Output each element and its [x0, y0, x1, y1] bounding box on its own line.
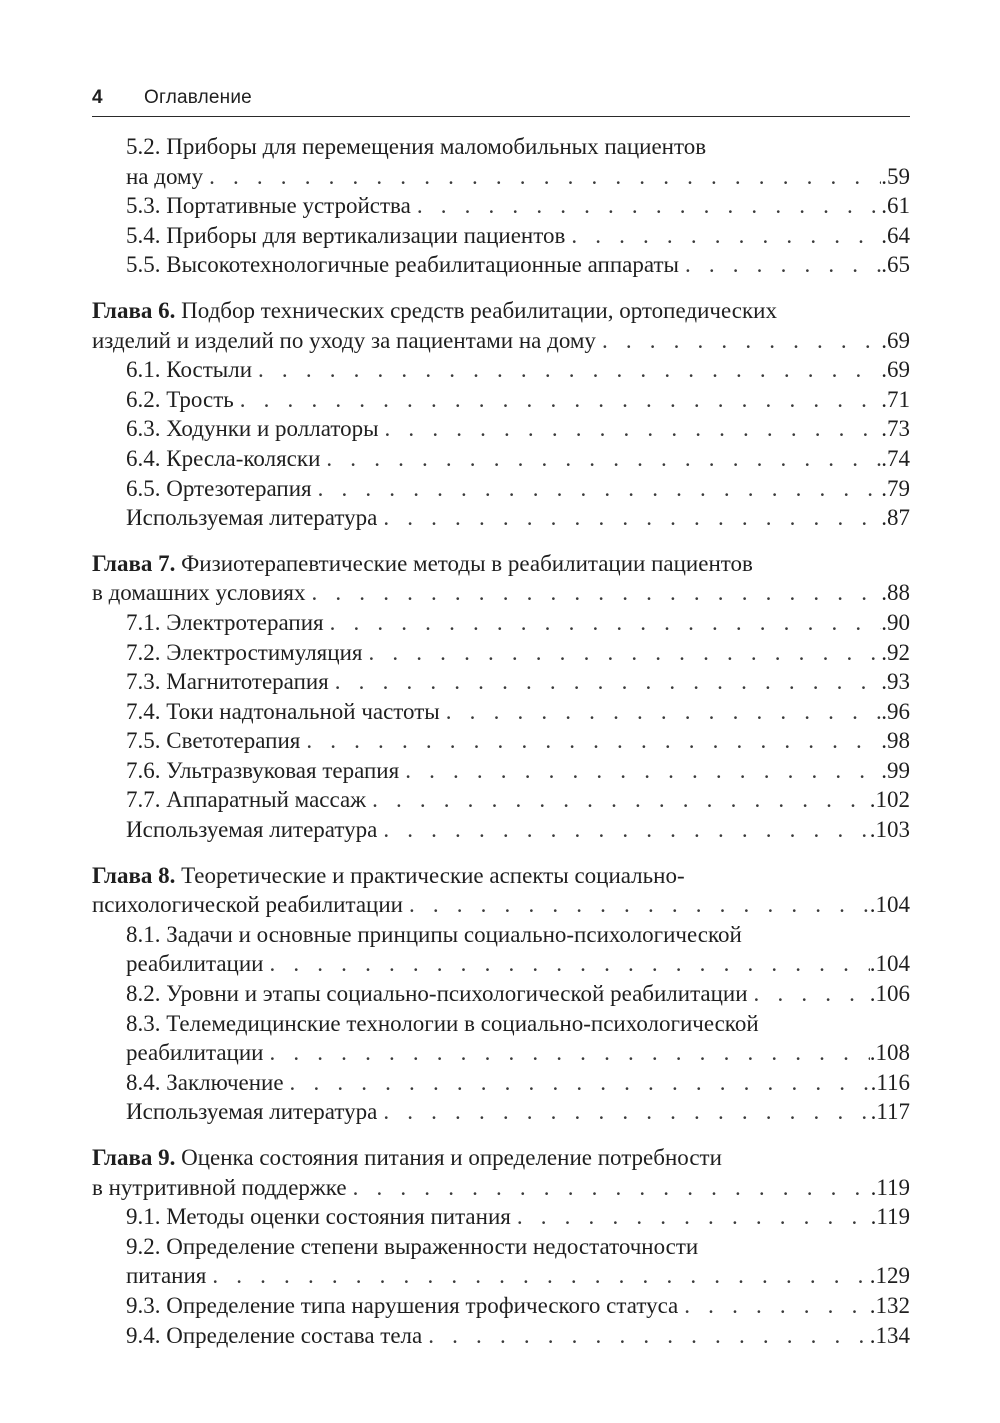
dot-leader — [312, 474, 882, 504]
toc-entry-title-line: 6.4. Кресла-коляски — [126, 445, 321, 471]
toc-page-number: .88 — [881, 580, 910, 606]
chapter-title: Физиотерапевтические методы в реабилитации пациентов — [175, 550, 753, 576]
toc-chapter-8[interactable] — [92, 861, 910, 920]
dot-leader — [440, 697, 881, 727]
chapter-label: Глава 6. — [92, 297, 176, 323]
toc-page-number: .102 — [869, 787, 910, 813]
toc-entry-last-line — [126, 503, 910, 533]
toc-entry-last-line — [126, 1291, 910, 1321]
chapter-title: Оценка состояния питания и определение потребности — [175, 1145, 722, 1170]
toc-entry-last-line — [126, 474, 910, 504]
toc-entry-7-literature[interactable] — [92, 815, 910, 845]
toc-entry-title-line: 6.5. Ортезотерапия — [126, 475, 312, 501]
toc-entry-title-line: 7.6. Ультразвуковая терапия — [126, 757, 400, 783]
toc-entry-8-3[interactable] — [92, 1009, 910, 1068]
toc-entry-title-line: 9.4. Определение состава тела — [126, 1322, 423, 1348]
toc-entry-title-line: 5.3. Портативные устройства — [126, 193, 411, 219]
toc-page-number: .69 — [881, 357, 910, 383]
toc-entry-8-4[interactable] — [92, 1068, 910, 1098]
toc-page-number: .134 — [869, 1322, 910, 1348]
toc-page-number: .90 — [881, 609, 910, 635]
toc-entry-title-line: питания — [126, 1263, 207, 1289]
toc-entry-9-4[interactable] — [92, 1321, 910, 1351]
running-title: Оглавление — [144, 87, 252, 108]
chapter-label: Глава 7. — [92, 550, 176, 576]
toc-entry-5-5[interactable] — [92, 250, 910, 280]
chapter-label: Глава 8. — [92, 862, 176, 888]
toc-entry-title-line: 8.1. Задачи и основные принципы социально-психологической — [126, 921, 742, 947]
toc-entry-8-1[interactable] — [92, 920, 910, 979]
toc-page-number: .69 — [881, 327, 910, 353]
toc-page-number: .61 — [881, 193, 910, 219]
dot-leader — [362, 638, 881, 668]
toc-entry-title-line: 7.4. Токи надтональной частоты — [126, 698, 440, 724]
toc-entry-title-line: 7.5. Светотерапия — [126, 728, 301, 754]
dot-leader — [377, 815, 869, 845]
toc-page-number: .93 — [881, 669, 910, 695]
dot-leader — [306, 578, 882, 608]
toc-entry-9-3[interactable] — [92, 1291, 910, 1321]
toc-entry-last-line — [126, 385, 910, 415]
dot-leader — [234, 385, 882, 415]
toc-entry-7-1[interactable] — [92, 608, 910, 638]
toc-entry-title-line: на дому — [126, 163, 204, 189]
dot-leader — [511, 1202, 871, 1232]
toc-entry-last-line — [126, 949, 910, 979]
toc-page-number: .119 — [870, 1174, 910, 1200]
toc-entry-title-line — [92, 861, 910, 891]
toc-entry-title-line — [92, 296, 910, 326]
toc-entry-5-2[interactable] — [92, 132, 910, 191]
toc-page-number: .87 — [881, 505, 910, 531]
dot-leader — [411, 191, 881, 221]
toc-entry-title-line: 6.3. Ходунки и роллаторы — [126, 416, 379, 442]
dot-leader — [748, 979, 870, 1009]
toc-entry-title-line — [92, 1143, 910, 1173]
toc-entry-title-line: реабилитации — [126, 1040, 264, 1066]
toc-page-number: .96 — [881, 698, 910, 724]
toc-entry-title-line: в домашних условиях — [92, 580, 306, 606]
toc-chapter-7[interactable] — [92, 549, 910, 608]
toc-entry-last-line — [92, 890, 910, 920]
toc-entry-last-line — [126, 444, 910, 474]
toc-entry-last-line — [126, 1321, 910, 1351]
toc-page-number: .104 — [869, 892, 910, 918]
toc-entry-8-2[interactable] — [92, 979, 910, 1009]
toc-entry-title-line: 6.1. Костыли — [126, 357, 253, 383]
chapter-title: Подбор технических средств реабилитации, ортопедических — [175, 297, 777, 323]
dot-leader — [263, 1038, 869, 1068]
toc-entry-title-line: изделий и изделий по уходу за пациентами на дому — [92, 327, 596, 353]
toc-chapter-9[interactable] — [92, 1143, 910, 1202]
dot-leader — [366, 785, 870, 815]
toc-entry-6-5[interactable] — [92, 474, 910, 504]
toc-entry-title-line — [92, 549, 910, 579]
toc-page-number: .73 — [881, 416, 910, 442]
dot-leader — [252, 355, 881, 385]
dot-leader — [284, 1068, 871, 1098]
toc-entry-title-line: 7.1. Электротерапия — [126, 609, 324, 635]
toc-entry-title-line: психологической реабилитации — [92, 892, 403, 918]
toc-entry-7-6[interactable] — [92, 756, 910, 786]
dot-leader — [329, 667, 881, 697]
toc-entry-6-1[interactable] — [92, 355, 910, 385]
toc-entry-last-line — [126, 162, 910, 192]
toc-entry-5-4[interactable] — [92, 221, 910, 251]
toc-page-number: .117 — [870, 1099, 910, 1125]
toc-entry-7-5[interactable] — [92, 726, 910, 756]
dot-leader — [300, 726, 881, 756]
toc-entry-title-line: Используемая литература — [126, 1099, 378, 1125]
running-header — [92, 86, 910, 117]
toc-page-number: .65 — [881, 252, 910, 278]
dot-leader — [403, 890, 870, 920]
dot-leader — [347, 1173, 871, 1203]
toc-entry-last-line — [126, 756, 910, 786]
toc-entry-last-line — [126, 250, 910, 280]
dot-leader — [320, 444, 881, 474]
toc-chapter-6[interactable] — [92, 296, 910, 355]
chapter-title: Теоретические и практические аспекты социально- — [175, 862, 685, 888]
toc-entry-title-line: 9.1. Методы оценки состояния питания — [126, 1204, 511, 1230]
toc-entry-last-line — [92, 326, 910, 356]
toc-page-number: .99 — [881, 757, 910, 783]
toc-entry-last-line — [92, 578, 910, 608]
page-number: 4 — [92, 87, 103, 108]
dot-leader — [399, 756, 881, 786]
dot-leader — [377, 1097, 870, 1127]
toc-entry-5-3[interactable] — [92, 191, 910, 221]
toc-entry-last-line — [126, 191, 910, 221]
toc-page-number: .98 — [881, 728, 910, 754]
toc-entry-last-line — [126, 638, 910, 668]
toc-entry-title-line: 6.2. Трость — [126, 386, 234, 412]
toc-entry-7-4[interactable] — [92, 697, 910, 727]
toc-entry-last-line — [126, 785, 910, 815]
toc-entry-last-line — [126, 1261, 910, 1291]
toc-entry-title-line: 9.2. Определение степени выраженности недостаточности — [126, 1233, 699, 1259]
dot-leader — [206, 1261, 869, 1291]
toc-entry-title-line: 5.2. Приборы для перемещения маломобильных пациентов — [126, 134, 707, 159]
table-of-contents — [92, 132, 910, 1350]
toc-page-number: .64 — [881, 222, 910, 248]
dot-leader — [263, 949, 869, 979]
toc-entry-last-line — [126, 608, 910, 638]
toc-entry-title-line: Используемая литература — [126, 817, 378, 843]
toc-entry-last-line — [126, 697, 910, 727]
dot-leader — [324, 608, 882, 638]
toc-entry-title-line: Используемая литература — [126, 505, 378, 531]
toc-entry-last-line — [126, 1068, 910, 1098]
toc-entry-6-literature[interactable] — [92, 503, 910, 533]
toc-page-number: .116 — [870, 1069, 910, 1095]
toc-entry-6-2[interactable] — [92, 385, 910, 415]
dot-leader — [422, 1321, 870, 1351]
toc-entry-7-2[interactable] — [92, 638, 910, 668]
toc-page-number: .59 — [881, 163, 910, 189]
dot-leader — [679, 250, 881, 280]
toc-entry-title-line: 5.4. Приборы для вертикализации пациентов — [126, 222, 566, 248]
toc-page-number: .104 — [869, 951, 910, 977]
toc-entry-last-line — [126, 815, 910, 845]
toc-page-number: .71 — [881, 386, 910, 412]
chapter-label: Глава 9. — [92, 1145, 176, 1170]
toc-entry-last-line — [126, 667, 910, 697]
toc-entry-last-line — [126, 1038, 910, 1068]
toc-entry-7-7[interactable] — [92, 785, 910, 815]
toc-entry-title-line: в нутритивной поддержке — [92, 1174, 347, 1200]
dot-leader — [203, 162, 881, 192]
toc-entry-title-line: реабилитации — [126, 951, 264, 977]
toc-entry-title-line: 8.3. Телемедицинские технологии в социально-психологической — [126, 1010, 759, 1036]
toc-entry-title-line: 7.2. Электростимуляция — [126, 639, 363, 665]
toc-entry-last-line — [126, 355, 910, 385]
toc-entry-last-line — [126, 1202, 910, 1232]
toc-entry-last-line — [126, 221, 910, 251]
toc-entry-title-line: 8.4. Заключение — [126, 1069, 284, 1095]
dot-leader — [678, 1291, 869, 1321]
toc-entry-9-2[interactable] — [92, 1232, 910, 1291]
toc-entry-title-line: 5.5. Высокотехнологичные реабилитационные аппараты — [126, 252, 679, 278]
toc-entry-last-line — [126, 1097, 910, 1127]
toc-entry-title-line: 7.7. Аппаратный массаж — [126, 787, 367, 813]
toc-entry-9-1[interactable] — [92, 1202, 910, 1232]
toc-entry-title-line: 9.3. Определение типа нарушения трофического статуса — [126, 1292, 679, 1318]
dot-leader — [596, 326, 881, 356]
toc-page-number: .103 — [869, 817, 910, 843]
toc-entry-6-3[interactable] — [92, 414, 910, 444]
toc-entry-title-line: 8.2. Уровни и этапы социально-психологической реабилитации — [126, 981, 748, 1007]
toc-entry-7-3[interactable] — [92, 667, 910, 697]
toc-entry-last-line — [126, 726, 910, 756]
toc-page-number: .132 — [869, 1292, 910, 1318]
toc-entry-8-literature[interactable] — [92, 1097, 910, 1127]
toc-entry-last-line — [92, 1173, 910, 1203]
dot-leader — [379, 414, 882, 444]
dot-leader — [565, 221, 881, 251]
toc-page-number: .108 — [869, 1040, 910, 1066]
toc-page-number: .129 — [869, 1263, 910, 1289]
dot-leader — [377, 503, 881, 533]
toc-entry-6-4[interactable] — [92, 444, 910, 474]
toc-entry-last-line — [126, 414, 910, 444]
toc-page-number: .79 — [881, 475, 910, 501]
toc-entry-title-line: 7.3. Магнитотерапия — [126, 669, 329, 695]
toc-page-number: .74 — [881, 445, 910, 471]
toc-page-number: .119 — [870, 1204, 910, 1230]
toc-entry-last-line — [126, 979, 910, 1009]
toc-page-number: .92 — [881, 639, 910, 665]
toc-page-number: .106 — [869, 981, 910, 1007]
